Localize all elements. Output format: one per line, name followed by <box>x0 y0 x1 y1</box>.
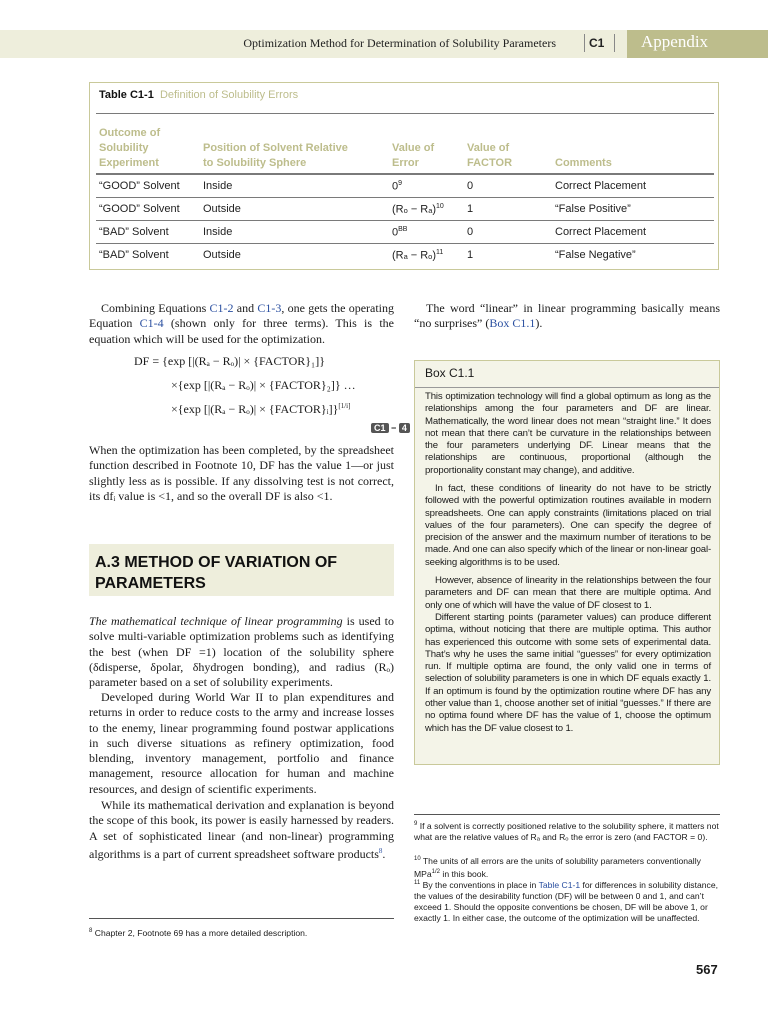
table-cell: 0 <box>467 180 474 192</box>
box-paragraph: This optimization technology will find a global optimum as long as the relationships among the four parameters and DF are linear. Mathematically, the word linear does not mean “straight line.” It does not mean that there can’t be curvature in the relationships between the four parameters underlying DF. Linear means that the relationships are continuous, proportional (although the proportionality constant may change), and additive. <box>425 391 711 476</box>
table-cell: “GOOD” Solvent <box>99 180 180 192</box>
box-paragraph: However, absence of linearity in the relationships between the four parameters and DF can mean that there are multiple optima. And only one of which will have the value of DF closest to 1. <box>425 575 711 611</box>
table-cell: $(R_o - R_a)^{10}$ <box>392 203 444 216</box>
running-title: Optimization Method for Determination of Solubility Parameters <box>243 36 556 50</box>
table-rule <box>96 197 714 198</box>
table-link[interactable]: Table C1-1 <box>538 879 581 890</box>
body-paragraph: While its mathematical derivation and explanation is beyond the scope of this book, its power is easily harnessed by readers. A set of sophisticated linear (and non-linear) programming algorithms is a part of current spreadsheet software products$^8$. <box>89 798 394 861</box>
table-rule <box>96 113 714 114</box>
chapter-code: C1 <box>589 36 605 50</box>
header-divider <box>584 34 585 52</box>
box-paragraph: In fact, these conditions of linearity do not have to be strictly followed with the powerful optimization routines available in modern spreadsheets. One can apply constraints (limitations placed on trial values of the four parameters). One can specify the degree of precision of the answer and the maximum number of iterations to be made. And one can also specify which of the linear or non-linear goal-seeking algorithms is to be used. <box>425 483 711 568</box>
table-cell: “False Negative” <box>555 249 636 261</box>
footnote-link[interactable]: 8 <box>378 846 383 855</box>
equation-number: C1 − 4 <box>371 423 410 433</box>
footnote: $^8$ Chapter 2, Footnote 69 has a more detailed description. <box>89 927 308 938</box>
table-cell: Outside <box>203 249 241 261</box>
intro-paragraph: Combining Equations C1-2 and C1-3, one gets the operating Equation C1-4 (shown only for three terms). This is the equation which will be used for the optimization. <box>89 301 395 346</box>
column-header-factor: Value of FACTOR <box>467 142 513 169</box>
column-header-comments: Comments <box>555 157 612 169</box>
table-cell: Correct Placement <box>555 226 647 238</box>
table-caption <box>99 89 298 101</box>
table-cell: Outside <box>203 203 241 215</box>
footnote: $^{11}$ By the conventions in place in Table C1-1 for differences in solubility distance, the values of the desirability function (DF) will be between 0 and 1, and can’t exceed 1. Should the opposite conventions be chosen, DF will be above 1, or exactly 1. In either case, the outcome of the optimization will be unaffected. <box>414 879 719 924</box>
page-number: 567 <box>696 962 718 977</box>
equation-line: ×{exp [|(Rₐ − Rₒ)| × {FACTOR}₂]} … <box>171 378 356 392</box>
intro-paragraph: The word “linear” in linear programming basically means “no surprises” (Box C1.1). <box>414 301 720 331</box>
equation-link[interactable]: C1-2 <box>209 301 234 315</box>
table-cell: $(R_a - R_o)^{11}$ <box>392 249 444 262</box>
table-cell: $0^9$ <box>392 180 403 193</box>
table-cell: 1 <box>467 203 474 215</box>
equation-line: ×{exp [|(Rₐ − Rₒ)| × {FACTOR}ᵢ]}[1/i] <box>171 402 351 416</box>
footnote: $^9$ If a solvent is correctly positioned relative to the solubility sphere, it matters not what are the relative values of Rₐ and Rₒ the error is zero (and FACTOR = 0). <box>414 820 719 843</box>
box-title: Box C1.1 <box>425 366 475 380</box>
table-cell: “GOOD” Solvent <box>99 203 180 215</box>
header-divider <box>614 34 615 52</box>
table-cell: “False Positive” <box>555 203 631 215</box>
table-frame <box>89 82 719 270</box>
table-cell: Inside <box>203 180 233 192</box>
table-cell: $0^{BB}$ <box>392 226 408 239</box>
table-cell: “BAD” Solvent <box>99 249 169 261</box>
body-paragraph: When the optimization has been completed, by the spreadsheet function described in Footnote 10, DF has the value 1—or just slightly less as is possible. If any dissolving test is not correct, its dfᵢ value is <1, and so the overall DF is also <1. <box>89 443 394 503</box>
table-rule <box>96 243 714 244</box>
section-heading: A.3 METHOD OF VARIATION OF PARAMETERS <box>95 554 338 592</box>
table-rule <box>96 173 714 175</box>
column-header-position: Position of Solvent Relative to Solubility Sphere <box>203 142 348 169</box>
table-title: Definition of Solubility Errors <box>159 89 299 101</box>
table-cell: 1 <box>467 249 474 261</box>
column-header-outcome: Outcome of Solubility Experiment <box>99 127 161 169</box>
footnote-rule <box>414 814 720 815</box>
table-rule <box>96 220 714 221</box>
box-link[interactable]: Box C1.1 <box>489 316 536 331</box>
body-paragraph: The mathematical technique of linear programming is used to solve multi-variable optimization problems such as identifying the best (when DF =1) location of the solubility sphere (δdisperse, δpolar, δhydrogen bonding), and radius (Rₒ) parameter based on a set of solubility experiments. <box>89 614 394 690</box>
footnote-rule <box>89 918 394 919</box>
table-cell: Inside <box>203 226 233 238</box>
equation-link[interactable]: C1-3 <box>257 301 282 315</box>
box-rule <box>415 387 719 388</box>
footnote: $^{10}$ The units of all errors are the units of solubility parameters conventionally MPa$^{1/2}$ in this book. <box>414 855 701 879</box>
equation-line: DF = {exp [|(Rₐ − Rₒ)| × {FACTOR}₁]} <box>134 354 325 368</box>
table-cell: “BAD” Solvent <box>99 226 169 238</box>
section-label: Appendix <box>641 32 709 51</box>
equation-link[interactable]: C1-4 <box>139 316 164 331</box>
table-number: Table C1-1 <box>99 89 154 101</box>
table-cell: Correct Placement <box>555 180 647 192</box>
column-header-error: Value of Error <box>392 142 435 169</box>
body-paragraph: Developed during World War II to plan expenditures and returns in order to reduce costs to the army and increase losses to the enemy, linear programming found postwar applications in such diverse situations as refinery optimization, food blending, inventory management, portfolio and finance management, resource allocation for human and machine resources, and design of scientific experiments. <box>89 690 394 796</box>
box-paragraph: Different starting points (parameter values) can produce different optima, without noticing that there are multiple optima. This author has experienced this outcome with some sets of experimental data. That’s why he uses the same initial “guesses” for every optimization run. If multiple optima are found, the only valid one in terms of selection of solubility parameters is one in which DF equals exactly 1. If an optimum is found by the optimization routine where DF has any other value than 1, choose another set of initial “guesses.” If there are no optima found where DF has the value of 1, choose the optimum which has the DF value closest to 1. <box>425 612 711 734</box>
table-cell: 0 <box>467 226 474 238</box>
